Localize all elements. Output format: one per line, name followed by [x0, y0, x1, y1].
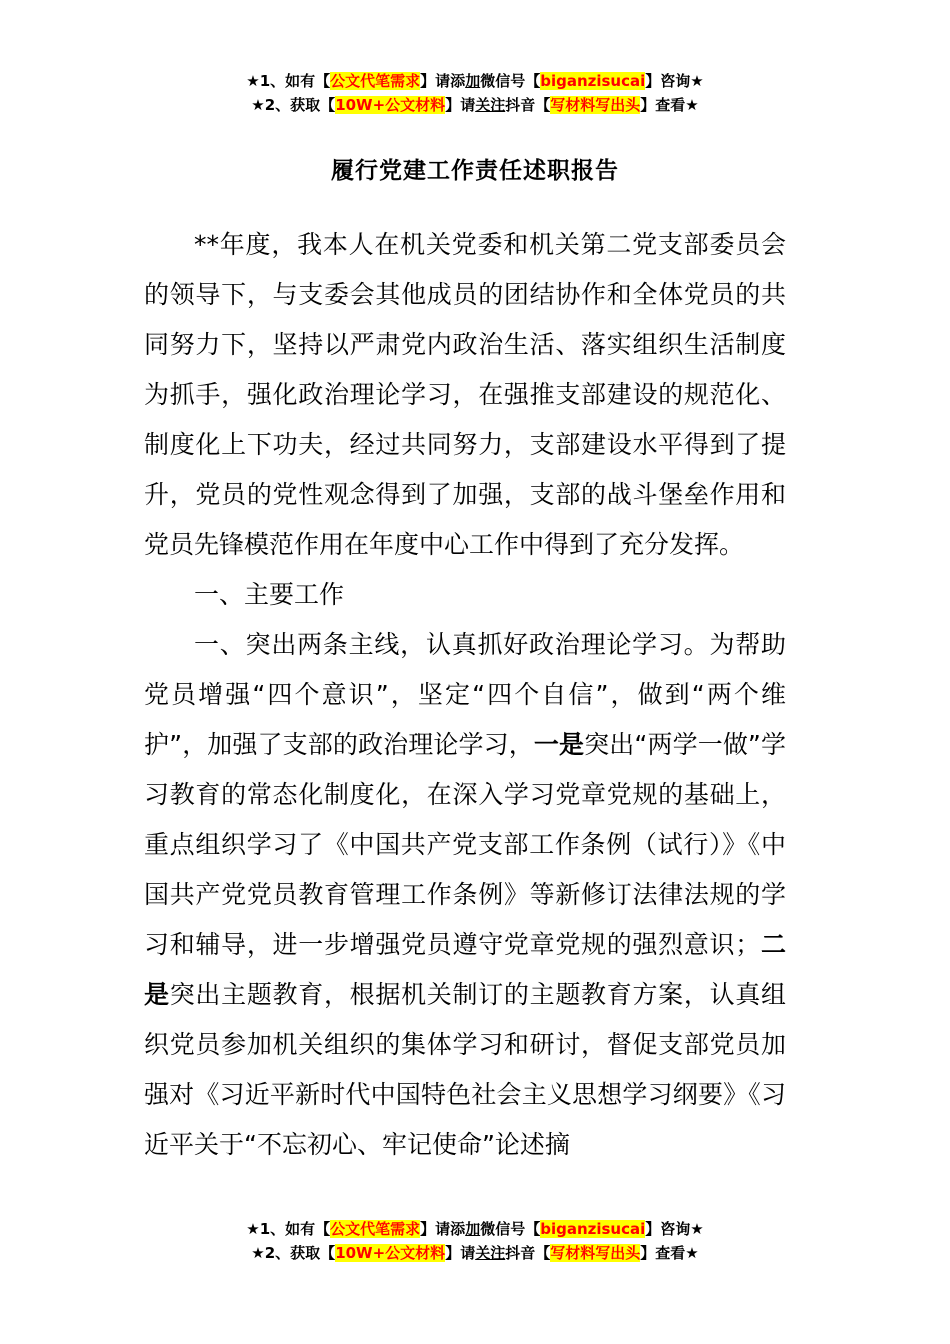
banner-line-1: ★1、如有【公文代笔需求】请添加微信号【biganzisucai】咨询★ [246, 1220, 704, 1238]
banner-line-2: ★2、获取【10W+公文材料】请关注抖音【写材料写出头】查看★ [251, 96, 699, 114]
paragraph-work: 一、突出两条主线，认真抓好政治理论学习。为帮助党员增强“四个意识”，坚定“四个自信”，做到“两个维护”，加强了支部的政治理论学习，一是突出“两学一做”学习教育的常态化制度化，在深入学习党章党规的基础上，重点组织学习了《中国共产党支部工作条例（试行）》《中国共产党党员教育管理工作条例》等新修订法律法规的学习和辅导，进一步增强党员遵守党章党规的强烈意识；二是突出主题教育，根据机关制订的主题教育方案，认真组织党员参加机关组织的集体学习和研讨，督促支部党员加强对《习近平新时代中国特色社会主义思想学习纲要》《习近平关于“不忘初心、牢记使命”论述摘 [144, 630, 787, 1159]
section-heading: 一、主要工作 [194, 580, 345, 609]
banner-line-2: ★2、获取【10W+公文材料】请关注抖音【写材料写出头】查看★ [251, 1244, 699, 1262]
header-banner [0, 69, 950, 117]
banner-line-1: ★1、如有【公文代笔需求】请添加微信号【biganzisucai】咨询★ [246, 72, 704, 90]
footer-banner [0, 1217, 950, 1265]
paragraph-intro: **年度，我本人在机关党委和机关第二党支部委员会的领导下，与支委会其他成员的团结协作和全体党员的共同努力下，坚持以严肃党内政治生活、落实组织生活制度为抓手，强化政治理论学习，在强推支部建设的规范化、制度化上下功夫，经过共同努力，支部建设水平得到了提升，党员的党性观念得到了加强，支部的战斗堡垒作用和党员先锋模范作用在年度中心工作中得到了充分发挥。 [144, 230, 786, 559]
document-body [144, 220, 786, 1170]
document-title: 履行党建工作责任述职报告 [331, 158, 619, 184]
